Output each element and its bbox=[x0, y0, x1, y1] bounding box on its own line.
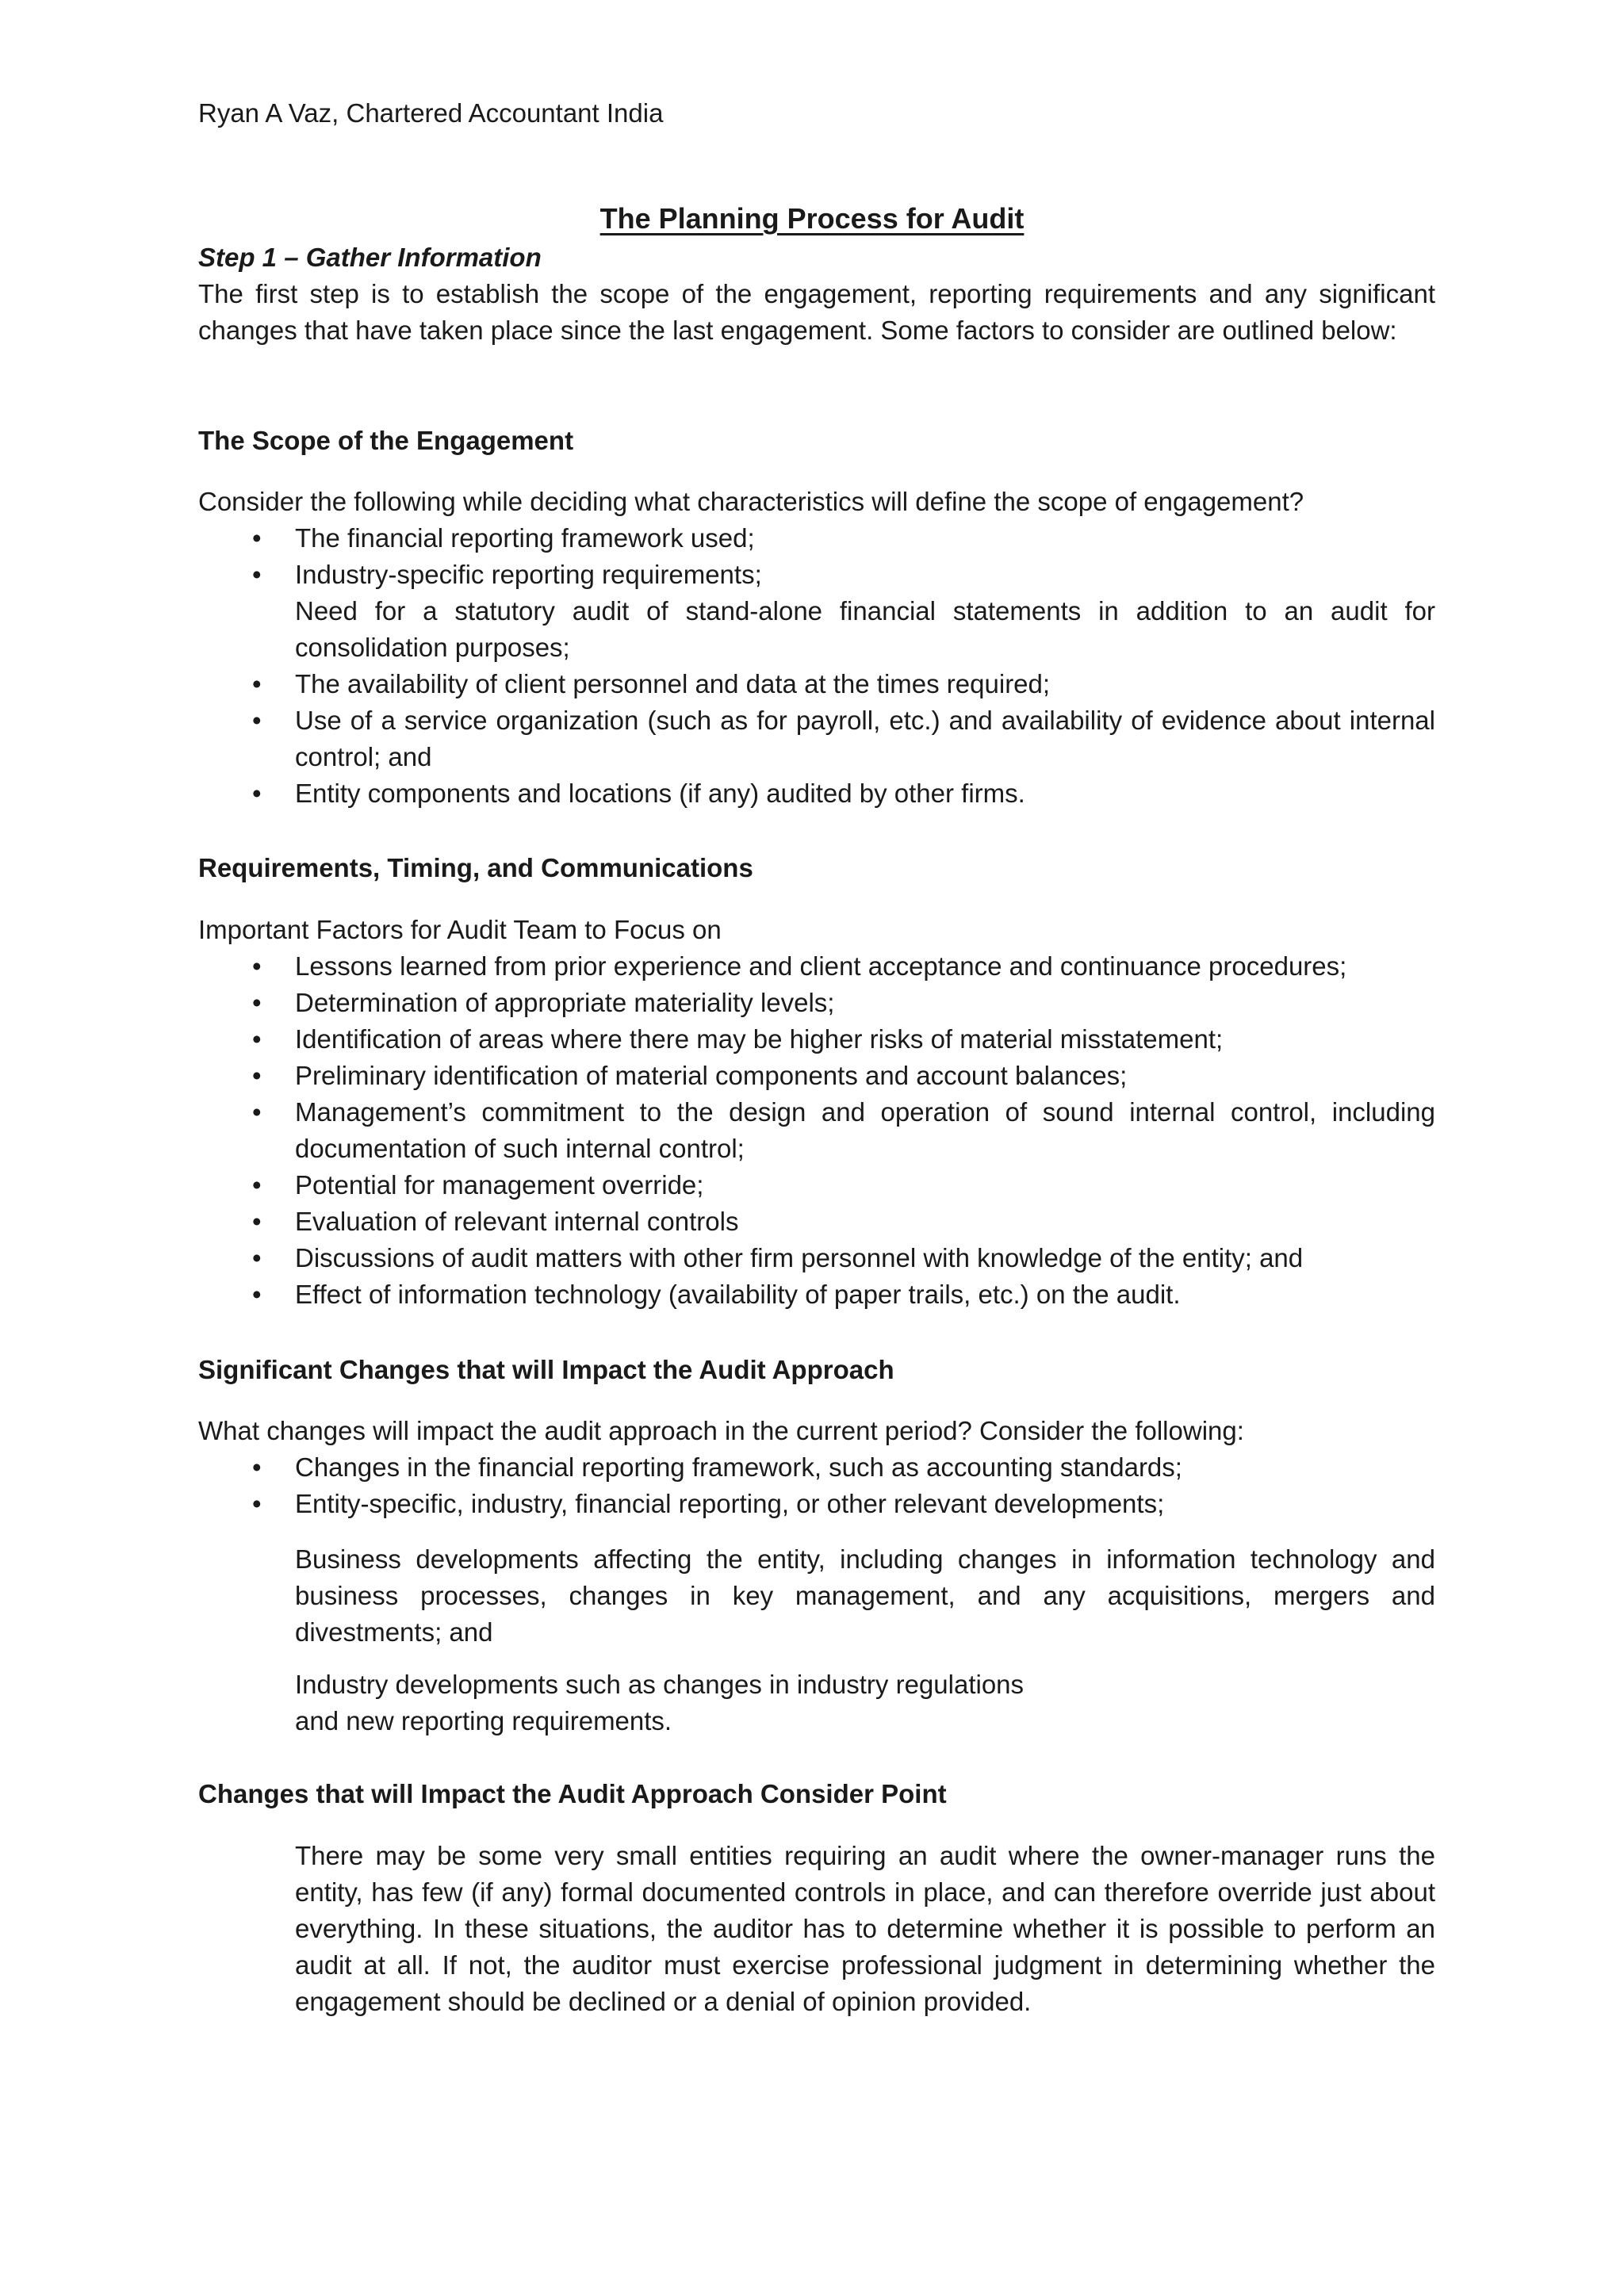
bullet-icon: • bbox=[252, 523, 262, 553]
bullet-icon: • bbox=[252, 779, 262, 808]
list-item: • The availability of client personnel and data at the times required; bbox=[198, 666, 1435, 702]
scope-heading: The Scope of the Engagement bbox=[198, 426, 574, 455]
bullet-icon: • bbox=[252, 1097, 262, 1127]
list-item: • Management’s commitment to the design and operation of sound internal control, including documentation of such internal control; bbox=[198, 1094, 1435, 1167]
list-item: • Use of a service organization (such as for payroll, etc.) and availability of evidence about internal control; and bbox=[198, 702, 1435, 775]
step1-intro: The first step is to establish the scope of the engagement, reporting requirements and any significant changes that have taken place since the last engagement. Some factors to consider are outlined below: bbox=[198, 279, 1435, 345]
bullet-icon: • bbox=[252, 1207, 262, 1236]
list-item: • Lessons learned from prior experience and client acceptance and continuance procedures; bbox=[198, 948, 1435, 985]
bullet-icon: • bbox=[252, 1243, 262, 1272]
bullet-icon: • bbox=[252, 1452, 262, 1482]
scope-section bbox=[198, 484, 1435, 812]
list-item: • Discussions of audit matters with other firm personnel with knowledge of the entity; and bbox=[198, 1240, 1435, 1276]
step1-heading: Step 1 – Gather Information bbox=[198, 243, 542, 272]
bullet-icon: • bbox=[252, 1280, 262, 1309]
bullet-icon: • bbox=[252, 951, 262, 981]
bullet-icon: • bbox=[252, 988, 262, 1017]
list-item: • Determination of appropriate materiality levels; bbox=[198, 985, 1435, 1021]
consider-heading: Changes that will Impact the Audit Approach Consider Point bbox=[198, 1779, 947, 1808]
significant-para1: Business developments affecting the entity, including changes in information technology and business processes, changes in key management, and any acquisitions, mergers and divestments; and bbox=[295, 1544, 1435, 1647]
bullet-icon: • bbox=[252, 706, 262, 735]
significant-list bbox=[198, 1449, 1435, 1522]
list-item: • Changes in the financial reporting framework, such as accounting standards; bbox=[198, 1449, 1435, 1486]
bullet-icon: • bbox=[252, 1024, 262, 1054]
list-item: • Entity components and locations (if any) audited by other firms. bbox=[198, 775, 1435, 812]
list-item: • The financial reporting framework used; bbox=[198, 520, 1435, 557]
list-item-continuation: Need for a statutory audit of stand-alone financial statements in addition to an audit for consolidation purposes; bbox=[295, 596, 1435, 662]
requirements-list bbox=[198, 948, 1435, 1313]
list-item: • Entity-specific, industry, financial reporting, or other relevant developments; bbox=[198, 1486, 1435, 1522]
consider-section bbox=[198, 1838, 1435, 2020]
list-item: • Preliminary identification of material components and account balances; bbox=[198, 1058, 1435, 1094]
scope-list bbox=[198, 520, 1435, 812]
bullet-icon: • bbox=[252, 1170, 262, 1200]
significant-section bbox=[198, 1413, 1435, 1522]
list-item: • Identification of areas where there may be higher risks of material misstatement; bbox=[198, 1021, 1435, 1058]
significant-para2: Industry developments such as changes in industry regulations and new reporting requirements. bbox=[295, 1670, 1025, 1735]
bullet-icon: • bbox=[252, 669, 262, 698]
author-header: Ryan A Vaz, Chartered Accountant India bbox=[198, 98, 664, 128]
bullet-icon: • bbox=[252, 1061, 262, 1090]
list-item: • Potential for management override; bbox=[198, 1167, 1435, 1203]
list-item: • Industry-specific reporting requirements; bbox=[198, 557, 1435, 593]
list-item: • Effect of information technology (availability of paper trails, etc.) on the audit. bbox=[198, 1276, 1435, 1313]
requirements-lead: Important Factors for Audit Team to Focus on bbox=[198, 915, 722, 944]
requirements-section bbox=[198, 912, 1435, 1313]
bullet-icon: • bbox=[252, 560, 262, 589]
significant-lead: What changes will impact the audit approach in the current period? Consider the following: bbox=[198, 1416, 1244, 1445]
scope-lead: Consider the following while deciding what characteristics will define the scope of engagement? bbox=[198, 487, 1304, 516]
requirements-heading: Requirements, Timing, and Communications bbox=[198, 853, 753, 882]
bullet-icon: • bbox=[252, 1489, 262, 1518]
consider-paragraph: There may be some very small entities requiring an audit where the owner-manager runs the entity, has few (if any) formal documented controls in place, and can therefore override just about everything. In these situations, the auditor has to determine whether it is possible to perform an audit at all. If not, the auditor must exercise professional judgment in determining whether the engagement should be declined or a denial of opinion provided. bbox=[295, 1841, 1435, 2016]
significant-heading: Significant Changes that will Impact the Audit Approach bbox=[198, 1355, 894, 1384]
list-item: • Evaluation of relevant internal controls bbox=[198, 1203, 1435, 1240]
page-title: The Planning Process for Audit bbox=[599, 202, 1025, 235]
step1-section bbox=[198, 239, 1435, 349]
